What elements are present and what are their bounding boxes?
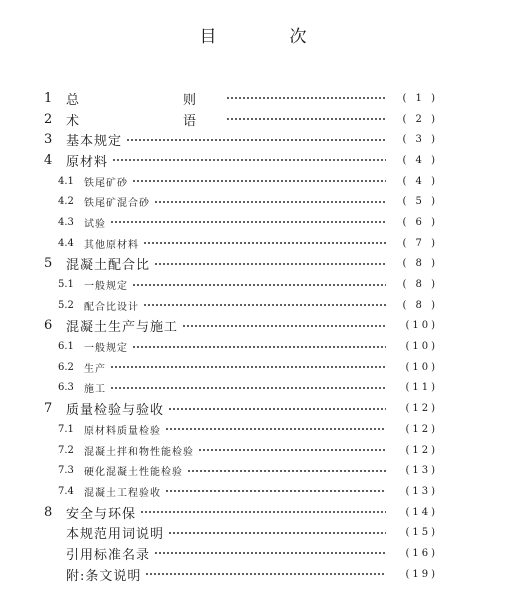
toc-entry-label: 总 则 — [66, 92, 223, 108]
toc-entry-number: 7.4 — [58, 485, 74, 497]
toc-entry-page: (13) — [405, 465, 438, 477]
toc-entry[interactable] — [44, 109, 438, 130]
dot-leader — [154, 200, 386, 204]
toc-entry-label: 本规范用词说明 — [66, 527, 165, 543]
toc-entry-page: (10) — [405, 341, 438, 353]
toc-entry-label: 铁尾矿混合砂 — [84, 198, 150, 210]
toc-entry-page: (16) — [405, 547, 438, 559]
toc-entry-page: ( 4 ) — [402, 154, 438, 166]
toc-entry[interactable] — [44, 150, 438, 171]
toc-entry-number: 6.2 — [58, 361, 74, 373]
dot-leader — [198, 448, 386, 452]
toc-entry-number: 4 — [44, 152, 53, 168]
toc-entry[interactable] — [44, 295, 438, 316]
toc-entry-page: ( 5 ) — [402, 196, 438, 208]
toc-entry-label: 配合比设计 — [84, 301, 139, 313]
toc-entry-page: (12) — [405, 444, 438, 456]
toc-entry[interactable] — [44, 481, 438, 502]
toc-entry-page: (10) — [405, 320, 438, 332]
dot-leader — [168, 407, 386, 411]
toc-entry-page: ( 7 ) — [402, 237, 438, 249]
toc-entry[interactable] — [44, 419, 438, 440]
toc-entry-page: ( 4 ) — [402, 175, 438, 187]
dot-leader — [154, 551, 386, 555]
toc-entry[interactable] — [44, 171, 438, 192]
toc-entry[interactable] — [44, 378, 438, 399]
toc-entry-label: 一般规定 — [84, 281, 128, 293]
toc-entry-label: 基本规定 — [66, 134, 123, 150]
toc-entry[interactable] — [44, 88, 438, 109]
dot-leader — [154, 262, 386, 266]
dot-leader — [226, 96, 386, 100]
toc-entry-page: (11) — [405, 382, 438, 394]
toc-entry-page: (13) — [405, 485, 438, 497]
table-of-contents — [44, 88, 438, 585]
toc-entry-page: ( 8 ) — [402, 279, 438, 291]
toc-entry[interactable] — [44, 274, 438, 295]
dot-leader — [140, 510, 386, 514]
toc-entry[interactable] — [44, 398, 438, 419]
toc-entry[interactable] — [44, 543, 438, 564]
toc-entry-page: (14) — [405, 506, 438, 518]
toc-entry-number: 6.1 — [58, 341, 74, 353]
dot-leader — [143, 241, 386, 245]
toc-entry-number: 1 — [44, 90, 53, 106]
toc-entry-label: 混凝土生产与施工 — [66, 320, 179, 336]
toc-entry-number: 6 — [44, 318, 53, 334]
toc-entry-number: 8 — [44, 504, 53, 520]
dot-leader — [187, 469, 386, 473]
toc-entry-number: 5 — [44, 256, 53, 272]
toc-entry-number: 6.3 — [58, 382, 74, 394]
dot-leader — [165, 489, 386, 493]
toc-entry-label: 混凝土工程验收 — [84, 487, 161, 499]
toc-entry-number: 4.1 — [58, 175, 74, 187]
toc-entry[interactable] — [44, 129, 438, 150]
toc-entry-page: (19) — [405, 568, 438, 580]
toc-entry-page: (10) — [405, 361, 438, 373]
dot-leader — [132, 179, 386, 183]
toc-entry-page: (12) — [405, 403, 438, 415]
toc-entry-page: ( 6 ) — [402, 216, 438, 228]
toc-entry-number: 7.1 — [58, 423, 74, 435]
toc-entry-page: ( 2 ) — [402, 113, 438, 125]
toc-entry-number: 5.2 — [58, 299, 74, 311]
dot-leader — [110, 220, 386, 224]
toc-entry-label: 一般规定 — [84, 343, 128, 355]
toc-entry-page: ( 8 ) — [402, 299, 438, 311]
toc-entry-number: 3 — [44, 132, 53, 148]
toc-entry-page: ( 1 ) — [402, 92, 438, 104]
toc-entry[interactable] — [44, 191, 438, 212]
toc-entry-number: 5.1 — [58, 279, 74, 291]
toc-entry-page: (15) — [405, 527, 438, 539]
toc-entry-label: 术 语 — [66, 113, 223, 129]
toc-entry[interactable] — [44, 212, 438, 233]
dot-leader — [226, 117, 386, 121]
toc-entry-label: 质量检验与验收 — [66, 403, 165, 419]
toc-entry-page: (12) — [405, 423, 438, 435]
toc-entry[interactable] — [44, 357, 438, 378]
toc-entry-number: 2 — [44, 111, 53, 127]
toc-entry-label: 安全与环保 — [66, 506, 137, 522]
toc-entry-label: 混凝土拌和物性能检验 — [84, 446, 194, 458]
toc-entry-number: 4.4 — [58, 237, 74, 249]
toc-entry[interactable] — [44, 522, 438, 543]
toc-entry-number: 4.3 — [58, 216, 74, 228]
toc-entry-number: 7 — [44, 401, 53, 417]
dot-leader — [110, 386, 386, 390]
toc-entry-number: 7.2 — [58, 444, 74, 456]
dot-leader — [145, 572, 386, 576]
toc-entry-label: 生产 — [84, 363, 106, 375]
dot-leader — [132, 283, 386, 287]
dot-leader — [132, 345, 386, 349]
toc-entry-label: 原材料 — [66, 154, 109, 170]
toc-entry-label: 引用标准名录 — [66, 547, 151, 563]
toc-entry-number: 7.3 — [58, 465, 74, 477]
dot-leader — [112, 158, 386, 162]
dot-leader — [165, 427, 386, 431]
toc-entry[interactable] — [44, 316, 438, 337]
toc-entry-page: ( 3 ) — [402, 134, 438, 146]
toc-entry[interactable] — [44, 233, 438, 254]
toc-entry-label: 施工 — [84, 384, 106, 396]
toc-entry-label: 其他原材料 — [84, 239, 139, 251]
dot-leader — [126, 138, 386, 142]
page-title: 目 次 — [199, 27, 335, 47]
dot-leader — [110, 365, 386, 369]
toc-entry[interactable] — [44, 440, 438, 461]
toc-entry-label: 附:条文说明 — [66, 568, 142, 584]
toc-entry-label: 铁尾矿砂 — [84, 177, 128, 189]
toc-entry[interactable] — [44, 254, 438, 275]
toc-entry-label: 试验 — [84, 218, 106, 230]
dot-leader — [182, 324, 386, 328]
toc-entry-number: 4.2 — [58, 196, 74, 208]
toc-entry-page: ( 8 ) — [402, 258, 438, 270]
toc-entry-label: 原材料质量检验 — [84, 425, 161, 437]
toc-entry[interactable] — [44, 460, 438, 481]
toc-entry[interactable] — [44, 336, 438, 357]
toc-entry-label: 硬化混凝土性能检验 — [84, 467, 183, 479]
toc-entry[interactable] — [44, 502, 438, 523]
toc-entry[interactable] — [44, 564, 438, 585]
dot-leader — [168, 531, 386, 535]
toc-entry-label: 混凝土配合比 — [66, 258, 151, 274]
dot-leader — [143, 303, 386, 307]
